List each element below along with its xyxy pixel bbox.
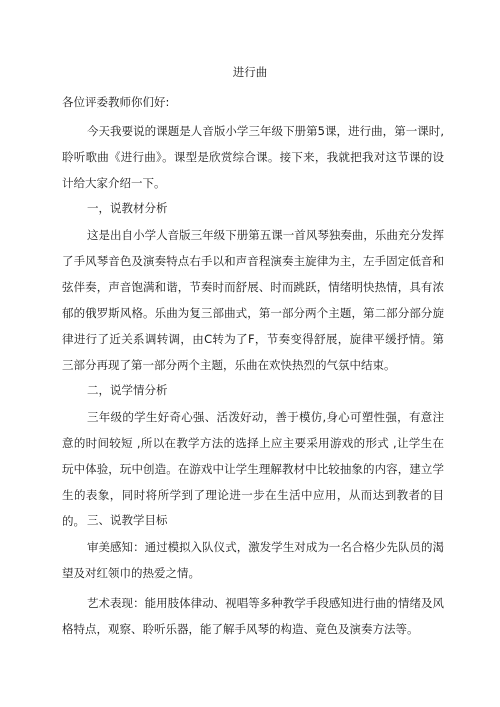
intro-paragraph: 今天我要说的课题是人音版小学三年级下册第5课，进行曲，第一课时,聆听歌曲《进行曲》。课型是欣赏综合课。接下来，我就把我对这节课的设计给大家介绍一下。 [62,124,444,190]
section-heading-student-analysis: 二，说学情分析 [87,383,168,397]
goal-paragraph-artistic: 艺术表现：能用肢体律动、视唱等多种教学手段感知进行曲的情绪及风格特点，观察、聆听乐器，能了解手风琴的构造、竟色及演奏方法等。 [62,596,444,636]
salutation: 各位评委教师你们好: [62,95,170,109]
document-title: 进行曲 [232,65,268,79]
goal-paragraph-aesthetic: 审美感知：通过模拟入队仪式，激发学生对成为一名合格少先队员的渴望及对红领巾的热爱之情。 [62,540,444,580]
section-heading-teaching-goals: 三、说教学目标 [87,513,168,527]
section-body-student-analysis: 三年级的学生好奇心强、活泼好动，善于模仿,身心可塑性强，有意注意的时间较短 ,所以在教学方法的选择上应主要采用游戏的形式 ,让学生在玩中体验，玩中创造。在游戏中让学生理解教材中比较抽象的内容，建立学生的表象，同时将所学到了理论进一步在生活中应用，从而达到教者的目的。 [62,410,444,528]
section-body-textbook-analysis: 这是出自小学人音版三年级下册第五课一首风琴独奏曲，乐曲充分发挥了手风琴音色及演奏特点右手以和声音程演奏主旋律为主，左手固定低音和弦伴奏，声音饱满和谐，节奏时而舒展、时而跳跃，情绪明快热情，具有浓郁的俄罗斯风格。乐曲为复三部曲式，第一部分两个主题，第二部分部分旋律进行了近关系调转调，由C转为了F，节奏变得舒展，旋律平缓抒情。第三部分再现了第一部分两个主题，乐曲在欢快热烈的气氛中结束。 [62,228,444,372]
section-heading-textbook-analysis: 一，说教材分析 [87,201,168,215]
